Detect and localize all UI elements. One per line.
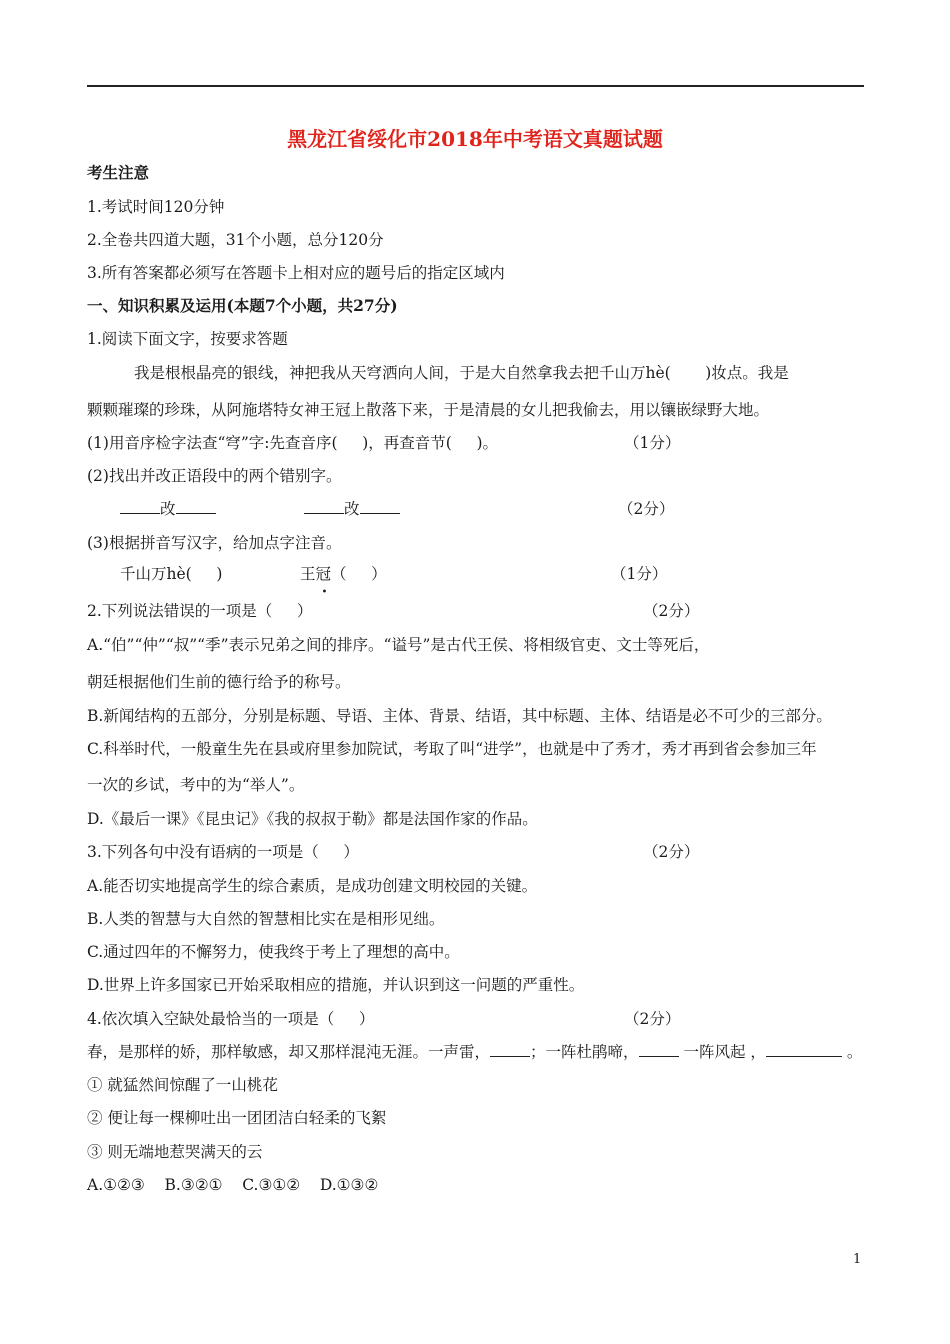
q4-item: ① 就猛然间惊醒了一山桃花 — [87, 1076, 278, 1094]
q3-option: B.人类的智慧与大自然的智慧相比实在是相形见绌。 — [87, 910, 445, 928]
q3-option: C.通过四年的不懈努力，使我终于考上了理想的高中。 — [87, 943, 460, 961]
q2-option: C.科举时代，一般童生先在县或府里参加院试，考取了叫“进学”，也就是中了秀才，秀才再到省会参加三年 — [87, 740, 817, 758]
doc-title: 黑龙江省绥化市2018年中考语文真题试题 — [287, 127, 663, 151]
q1-sub3-a: 千山万hè( ) — [120, 565, 223, 583]
q3-option: D.世界上许多国家已开始采取相应的措施，并认识到这一问题的严重性。 — [87, 976, 585, 994]
q1-sub1-points: （1分） — [624, 434, 681, 452]
q2-option: 朝廷根据他们生前的德行给予的称号。 — [87, 673, 351, 691]
notice-item: 3.所有答案都必须写在答题卡上相对应的题号后的指定区域内 — [87, 264, 505, 282]
notice-heading: 考生注意 — [87, 163, 150, 182]
q1-sub3: (3)根据拼音写汉字，给加点字注音。 — [87, 534, 342, 552]
q1-passage: 颗颗璀璨的珍珠，从阿施塔特女神王冠上散落下来，于是清晨的女儿把我偷去，用以镶嵌绿野大地。 — [87, 401, 770, 419]
q4-item: ③ 则无端地惹哭满天的云 — [87, 1143, 263, 1161]
q3-stem: 3.下列各句中没有语病的一项是（ ） — [87, 843, 359, 861]
notice-item: 2.全卷共四道大题，31个小题，总分120分 — [87, 231, 384, 249]
q4-choices: A.①②③ B.③②① C.③①② D.①③② — [87, 1176, 379, 1194]
q3-points: （2分） — [643, 843, 700, 861]
q1-sub2-points: （2分） — [618, 500, 675, 518]
q2-option: 一次的乡试，考中的为“举人”。 — [87, 776, 305, 794]
q1-sub1: (1)用音序检字法查“穹”字:先查音序( )，再查音节( )。 — [87, 434, 498, 452]
q1-stem: 1.阅读下面文字，按要求答题 — [87, 330, 288, 348]
page-number: 1 — [853, 1252, 862, 1267]
q1-sub3-b: 王冠 • （ ） — [300, 565, 387, 598]
q2-points: （2分） — [643, 602, 700, 620]
q2-stem: 2.下列说法错误的一项是（ ） — [87, 602, 313, 620]
q1-sub3-points: （1分） — [611, 565, 668, 583]
emphasis-dot-char: 冠 • — [315, 565, 332, 598]
q4-item: ② 便让每一棵柳吐出一团团洁白轻柔的飞絮 — [87, 1109, 387, 1127]
q4-points: （2分） — [624, 1010, 681, 1028]
q1-passage: 我是根根晶亮的银线，神把我从天穹洒向人间，于是大自然拿我去把千山万hè( )妆点。我是 — [134, 364, 789, 382]
q3-option: A.能否切实地提高学生的综合素质，是成功创建文明校园的关键。 — [87, 877, 538, 895]
q1-sub2-blank-a: 改 — [120, 499, 216, 519]
q4-passage: 春，是那样的娇，那样敏感，却又那样混沌无涯。一声雷， ；一阵杜鹃啼， 一阵风起 ， 。 — [87, 1043, 863, 1061]
notice-item: 1.考试时间120分钟 — [87, 198, 225, 216]
q2-option: B.新闻结构的五部分，分别是标题、导语、主体、背景、结语，其中标题、主体、结语是必不可少的三部分。 — [87, 707, 832, 725]
section-heading: 一、知识积累及运用(本题7个小题，共27分) — [87, 296, 398, 315]
q4-stem: 4.依次填入空缺处最恰当的一项是（ ） — [87, 1010, 375, 1028]
q1-sub2: (2)找出并改正语段中的两个错别字。 — [87, 467, 342, 485]
header-rule — [87, 85, 864, 87]
q2-option: A.“伯”“仲”“叔”“季”表示兄弟之间的排序。“谥号”是古代王侯、将相级官吏、文士等死后， — [87, 636, 710, 654]
q2-option: D.《最后一课》《昆虫记》《我的叔叔于勒》都是法国作家的作品。 — [87, 810, 538, 828]
q1-sub2-blank-b: 改 — [304, 499, 400, 519]
